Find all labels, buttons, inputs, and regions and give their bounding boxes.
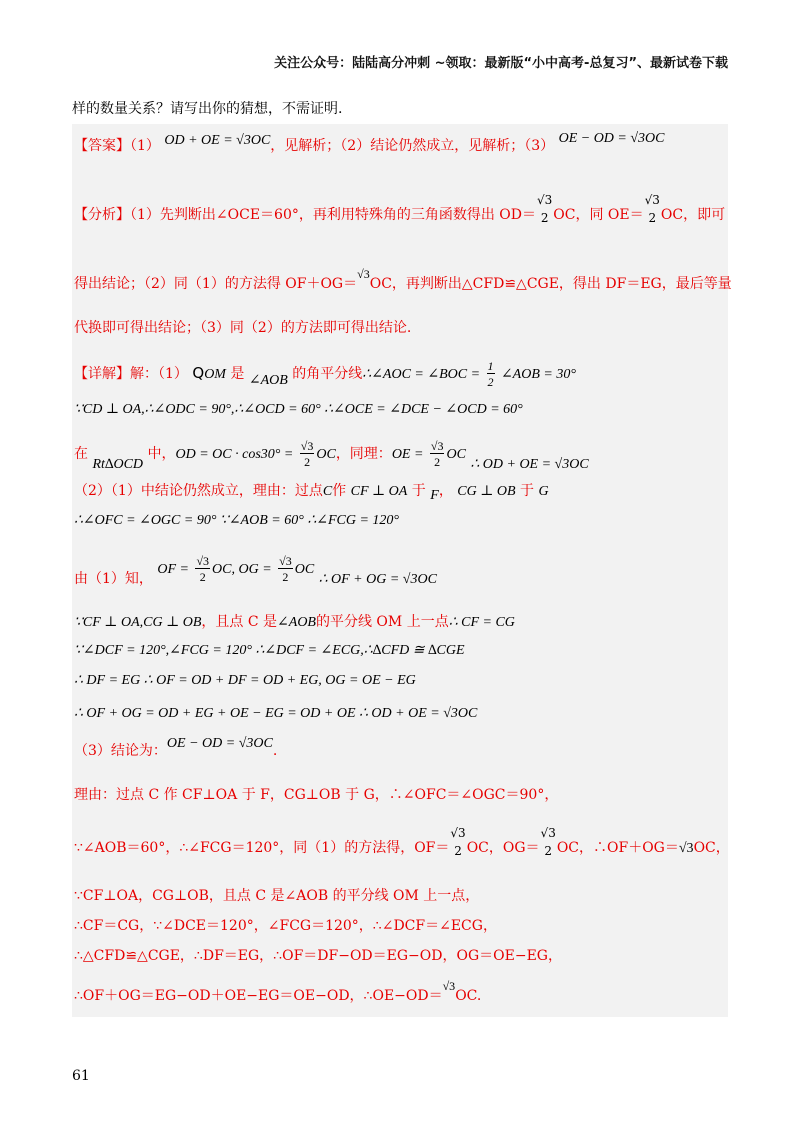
fraction-sqrt3-over-2 xyxy=(195,555,210,583)
detail-text: OC，OG＝ xyxy=(466,840,540,856)
detail-line-5 xyxy=(74,510,399,531)
frac-num: √3 xyxy=(430,439,444,453)
math-perp-pair: ∵CF ⊥ OA,CG ⊥ OB xyxy=(74,615,202,630)
question-intro: 样的数量关系？请写出你的猜想，不需证明. xyxy=(72,101,343,117)
detail-line-12: 理由：过点 C 作 CF⊥OA 于 F，CG⊥OB 于 G，∴∠OFC＝∠OGC＝90°， xyxy=(74,787,559,803)
detail-tag: 【详解】 xyxy=(74,366,130,382)
answer-tag: 【答案】 xyxy=(74,138,130,154)
detail-text: 的角平分线 xyxy=(292,366,363,382)
frac-num: √3 xyxy=(300,439,314,453)
math-of: OF = xyxy=(157,562,189,577)
detail-text: 在 xyxy=(74,446,88,462)
math-angle-30: ∠AOB = 30° xyxy=(500,367,576,382)
fraction-sqrt3-over-2 xyxy=(430,440,445,468)
math-oc: OC xyxy=(316,447,336,462)
detail-line-6 xyxy=(74,554,437,587)
detail-text: ， xyxy=(438,483,453,499)
detail-text: ∵∠AOB＝60°，∴∠FCG＝120°，同（1）的方法得，OF＝ xyxy=(74,840,450,856)
detail-text: OC，∴OF＋OG＝ xyxy=(556,840,679,856)
math-line-9: ∴ DF = EG ∴ OF = OD + DF = OD + EG, OG = OE − EG xyxy=(74,673,416,688)
fraction-sqrt3-over-2 xyxy=(300,440,315,468)
detail-text: 是 xyxy=(230,366,245,382)
detail-text: 作 xyxy=(332,483,347,499)
math-f: F xyxy=(430,488,439,503)
detail-line-13 xyxy=(74,826,730,863)
math-angle-eq: ∴∠AOC = ∠BOC = xyxy=(362,367,481,382)
frac-den: 2 xyxy=(434,455,441,469)
detail-text: OC. xyxy=(455,988,482,1004)
analysis-text-b1: 得出结论；（2）同（1）的方法得 OF＋OG＝ xyxy=(74,276,358,292)
detail-text: ，同理： xyxy=(335,446,392,462)
math-om: OM xyxy=(204,367,226,382)
detail-line-17 xyxy=(74,979,482,1006)
math-conclusion-2: ∴ OF + OG = √3OC xyxy=(318,572,437,587)
math-cf-perp-oa: CF ⊥ OA xyxy=(350,484,408,499)
detail-text: （3）结论为： xyxy=(74,743,167,759)
detail-line-16: ∴△CFD≌△CGE，∴DF＝EG，∴OF＝DF−OD＝EG−OD，OG＝OE−EG， xyxy=(74,948,562,964)
detail-text: ∴OF＋OG＝EG−OD＋OE−EG＝OE−OD，∴OE−OD＝ xyxy=(74,988,443,1004)
detail-line-11 xyxy=(74,733,278,759)
math-oe: OE = xyxy=(391,447,424,462)
math-oc: OC xyxy=(446,447,466,462)
math-line-8: ∵∠DCF = 120°,∠FCG = 120° ∴∠DCF = ∠ECG,∴∆CFD ≅ ∆CGE xyxy=(74,643,465,658)
math-triangle-ocd: Rt∆OCD xyxy=(92,457,144,472)
detail-line-8 xyxy=(74,640,465,661)
detail-text: （2）（1）中结论仍然成立，理由：过点 xyxy=(74,483,323,499)
math-angle-aob: ∠AOB xyxy=(277,615,316,630)
math-c: C xyxy=(322,484,333,499)
analysis-line-3: 代换即可得出结论；（3）同（2）的方法即可得出结论. xyxy=(74,320,412,336)
detail-text: 解：（1） xyxy=(130,366,188,382)
fraction-one-half xyxy=(487,360,495,388)
analysis-text-b2: OC，再判断出△CFD≌△CGE，得出 DF＝EG，最后等量 xyxy=(369,276,732,292)
detail-line-15: ∴CF＝CG，∵∠DCE＝120°，∠FCG＝120°，∴∠DCF＝∠ECG， xyxy=(74,918,497,934)
answer-formula-2: OE − OD = √3OC xyxy=(558,131,665,146)
detail-text: 由（1）知， xyxy=(74,571,153,587)
frac-num: √3 xyxy=(279,554,292,568)
frac-num: 1 xyxy=(487,359,494,373)
analysis-line-2 xyxy=(74,267,732,294)
sqrt3: √3 xyxy=(442,979,456,993)
math-od-cos: OD = OC · cos30° = xyxy=(175,447,294,462)
math-oc-og: OC, OG = xyxy=(212,562,272,577)
frac-num: √3 xyxy=(537,193,553,207)
answer-part1-label: （1） xyxy=(130,138,160,154)
math-cf-cg: ∴ CF = CG xyxy=(448,615,515,630)
frac-num: √3 xyxy=(450,826,466,840)
sqrt3: √3 xyxy=(357,267,370,281)
detail-line-3 xyxy=(74,439,589,472)
frac-num: √3 xyxy=(644,193,660,207)
math-conclusion-1: ∴ OD + OE = √3OC xyxy=(470,457,589,472)
frac-den: 2 xyxy=(454,844,462,858)
frac-den: 2 xyxy=(540,211,549,225)
frac-den: 2 xyxy=(199,570,206,584)
answer-formula-1: OD + OE = √3OC xyxy=(164,133,271,148)
detail-text: 的平分线 OM 上一点 xyxy=(315,614,449,630)
math-line-2: ∵CD ⊥ OA,∴∠ODC = 90°,∴∠OCD = 60° ∴∠OCE = ∠DCE − ∠OCD = 60° xyxy=(74,402,523,417)
analysis-text-a1: （1）先判断出∠OCE＝60°，再利用特殊角的三角函数得出 OD＝ xyxy=(130,207,537,223)
detail-line-2 xyxy=(74,399,523,420)
analysis-text-a2: OC，同 OE＝ xyxy=(553,207,644,223)
math-cg-perp-ob: CG ⊥ OB xyxy=(457,484,516,499)
frac-num: √3 xyxy=(540,826,556,840)
fraction-sqrt3-over-2 xyxy=(645,194,660,224)
detail-text: OC， xyxy=(693,840,730,856)
fraction-sqrt3-over-2 xyxy=(541,827,556,857)
sqrt3: √3 xyxy=(678,841,694,856)
math-g: G xyxy=(538,484,549,499)
detail-text: . xyxy=(272,743,278,759)
detail-line-1 xyxy=(74,360,576,388)
detail-line-7 xyxy=(74,612,515,633)
detail-text: 于 xyxy=(520,483,534,499)
detail-line-9 xyxy=(74,670,416,691)
because-symbol: Q xyxy=(192,364,205,382)
math-line-10: ∴ OF + OG = OD + EG + OE − EG = OD + OE ∴ OD + OE = √3OC xyxy=(74,706,478,721)
answer-line xyxy=(74,131,665,157)
math-conclusion-3: OE − OD = √3OC xyxy=(166,736,273,751)
frac-den: 2 xyxy=(648,211,657,225)
fraction-sqrt3-over-2 xyxy=(537,194,552,224)
fraction-sqrt3-over-2 xyxy=(450,827,465,857)
analysis-line-1 xyxy=(74,193,726,230)
frac-den: 2 xyxy=(544,844,552,858)
math-angle-aob: ∠AOB xyxy=(248,373,288,388)
page-number: 61 xyxy=(72,1068,90,1084)
analysis-tag: 【分析】 xyxy=(74,207,130,223)
math-oc: OC xyxy=(294,562,315,577)
detail-line-14: ∵CF⊥OA，CG⊥OB，且点 C 是∠AOB 的平分线 OM 上一点， xyxy=(74,888,480,904)
detail-text: 中， xyxy=(147,446,176,462)
answer-text: ，见解析；（2）结论仍然成立，见解析；（3） xyxy=(270,138,555,154)
math-line-5: ∴∠OFC = ∠OGC = 90° ∵∠AOB = 60° ∴∠FCG = 120° xyxy=(74,513,400,528)
analysis-text-a3: OC，即可 xyxy=(660,207,726,223)
frac-den: 2 xyxy=(304,455,311,469)
detail-line-10 xyxy=(74,703,477,724)
page-header: 关注公众号：陆陆高分冲刺 ~领取：最新版“小中高考-总复习”、最新试卷下载 xyxy=(274,56,728,71)
detail-line-4 xyxy=(74,481,549,502)
fraction-sqrt3-over-2 xyxy=(278,555,293,583)
detail-text: ，且点 C 是 xyxy=(201,614,278,630)
frac-den: 2 xyxy=(282,570,289,584)
detail-text: 于 xyxy=(411,483,426,499)
frac-den: 2 xyxy=(487,375,494,389)
frac-num: √3 xyxy=(196,554,210,568)
